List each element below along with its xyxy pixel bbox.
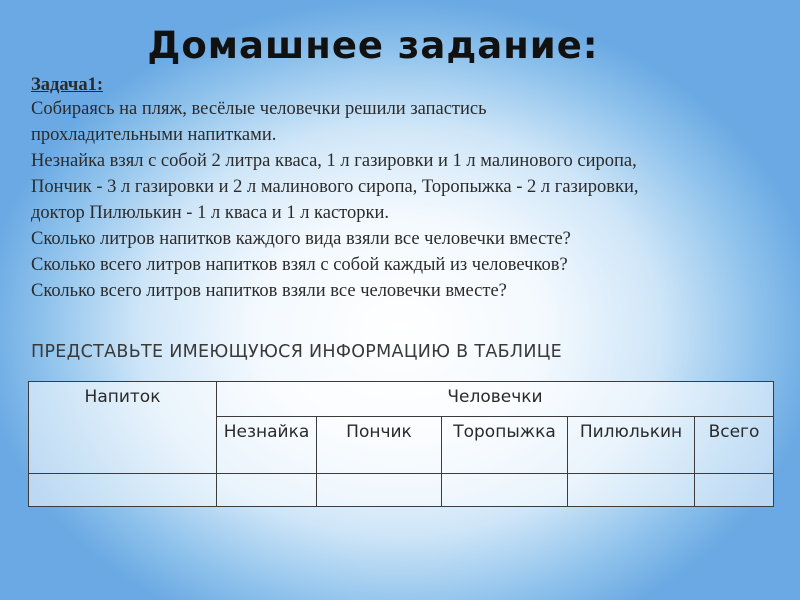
empty-cell: [317, 474, 442, 507]
instruction-text: ПРЕДСТАВЬТЕ ИМЕЮЩУЮСЯ ИНФОРМАЦИЮ В ТАБЛИЦЕ: [31, 342, 562, 362]
task-line-7: Сколько всего литров напитков взял с собой каждый из человечков?: [31, 255, 568, 275]
task-label: Задача1:: [31, 75, 103, 95]
header-people-group: Человечки: [217, 382, 774, 417]
task-block: [31, 72, 771, 304]
header-toropyzhka: Торопыжка: [442, 417, 568, 474]
header-total: Всего: [695, 417, 774, 474]
empty-cell: [217, 474, 317, 507]
header-ponchik: Пончик: [317, 417, 442, 474]
task-line-3: Незнайка взял с собой 2 литра кваса, 1 л газировки и 1 л малинового сиропа,: [31, 151, 637, 171]
task-line-4: Пончик - 3 л газировки и 2 л малинового сиропа, Торопыжка - 2 л газировки,: [31, 177, 639, 197]
empty-cell: [568, 474, 695, 507]
slide-title: Домашнее задание:: [147, 24, 599, 67]
header-pilyulkin: Пилюлькин: [568, 417, 695, 474]
task-line-6: Сколько литров напитков каждого вида взяли все человечки вместе?: [31, 229, 571, 249]
table-row: [29, 474, 774, 507]
task-line-2: прохладительными напитками.: [31, 125, 277, 145]
info-table: [28, 381, 774, 507]
task-line-8: Сколько всего литров напитков взяли все человечки вместе?: [31, 281, 507, 301]
empty-cell: [442, 474, 568, 507]
empty-cell: [695, 474, 774, 507]
empty-cell: [29, 474, 217, 507]
header-drink: Напиток: [29, 382, 217, 474]
task-line-1: Собираясь на пляж, весёлые человечки решили запастись: [31, 99, 487, 119]
task-line-5: доктор Пилюлькин - 1 л кваса и 1 л касторки.: [31, 203, 390, 223]
header-neznaika: Незнайка: [217, 417, 317, 474]
